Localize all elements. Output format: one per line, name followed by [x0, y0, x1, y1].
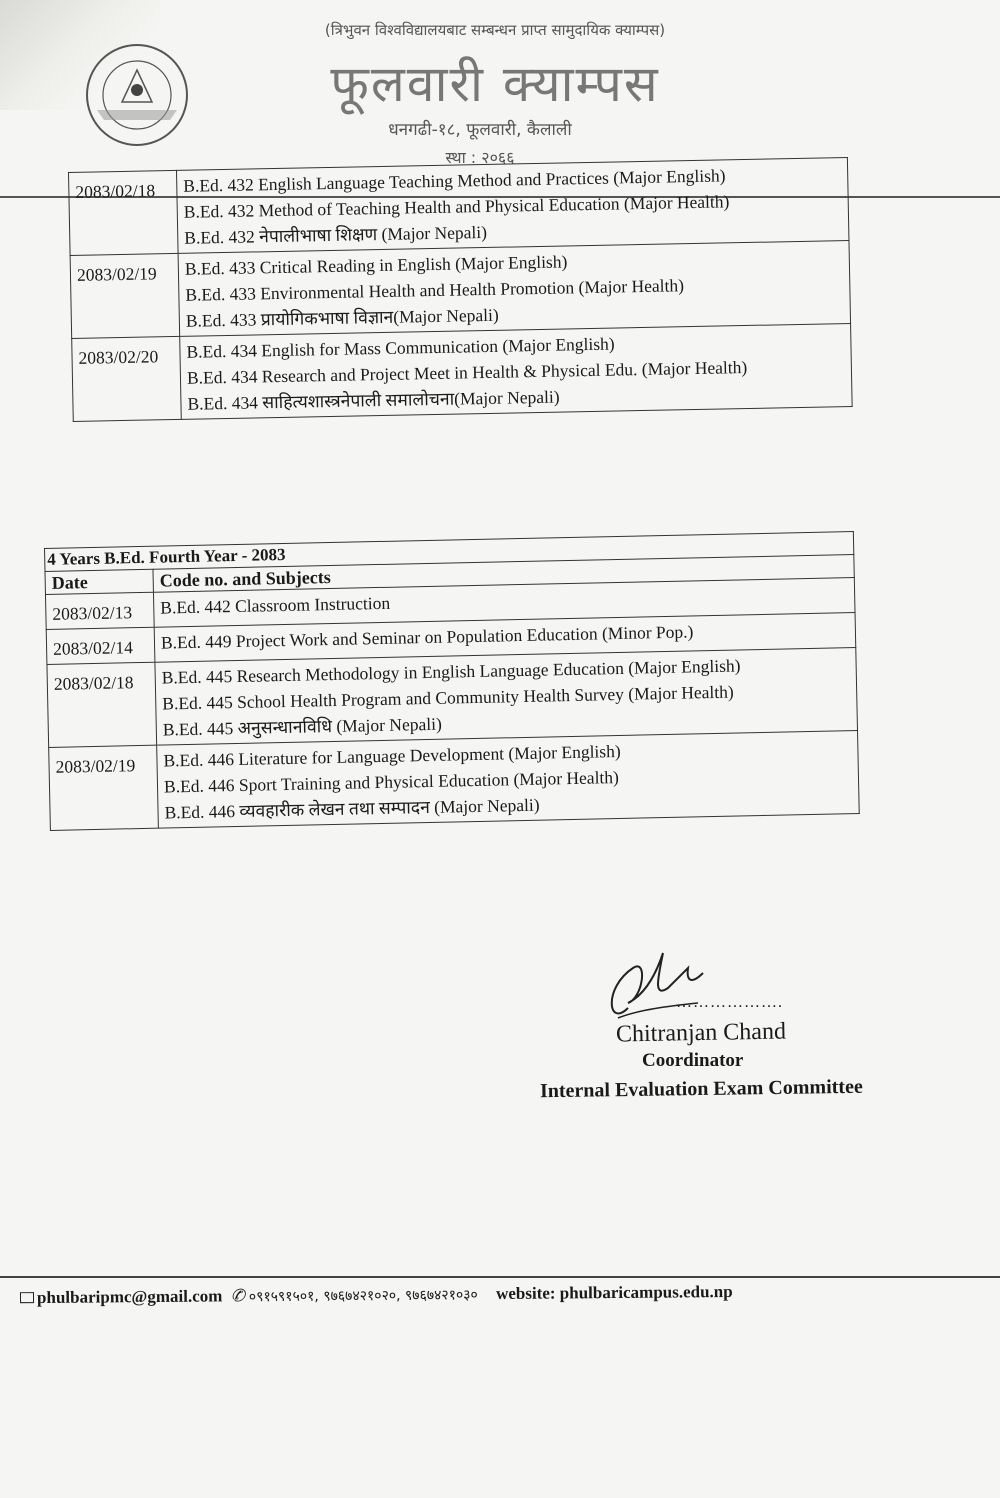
signatory-role: Coordinator: [642, 1050, 744, 1071]
subject-line: B.Ed. 442 Classroom Instruction: [160, 592, 391, 618]
website-label: website:: [495, 1283, 556, 1304]
subject-line: B.Ed. 445 Research Methodology in English Language Education (Major English): [161, 655, 741, 688]
subject-line: B.Ed. 446 Sport Training and Physical Education (Major Health): [163, 767, 620, 797]
subject-line: B.Ed. 446 Literature for Language Development (Major English): [163, 740, 621, 771]
table-row: [70, 241, 850, 339]
table-row: [49, 731, 860, 831]
subject-line: B.Ed. 446 व्यवहारीक लेखन तथा सम्पादन (Major Nepali): [164, 794, 540, 823]
signatory-committee: Internal Evaluation Exam Committee: [539, 1075, 863, 1103]
footer-website[interactable]: phulbaricampus.edu.np: [559, 1281, 733, 1303]
campus-address: धनगढी-१८, फूलवारी, कैलाली: [388, 120, 572, 140]
subject-line: B.Ed. 445 अनुसन्धानविधि (Major Nepali): [162, 713, 442, 740]
footer-divider: [0, 1276, 1000, 1278]
footer-phones: ०९१५९१५०१, ९७६७४२१०२०, ९७६७४२१०३०: [248, 1287, 478, 1306]
subject-line: B.Ed. 445 School Health Program and Community Health Survey (Major Health): [162, 681, 734, 714]
column-header-date: Date: [45, 569, 153, 594]
signatory-name: Chitranjan Chand: [615, 1018, 787, 1048]
exam-date: 2083/02/18: [47, 662, 157, 747]
subject-cell: [157, 731, 860, 829]
established-year: स्था : २०६६: [445, 148, 515, 167]
exam-date: 2083/02/14: [46, 627, 155, 664]
subject-cell: [176, 158, 848, 254]
email-icon: [20, 1292, 34, 1303]
subject-cell: [155, 648, 858, 746]
exam-date: 2083/02/19: [49, 745, 159, 830]
subject-line: B.Ed. 433 Environmental Health and Health Promotion (Major Health): [185, 275, 685, 305]
fourth-year-schedule-table: [44, 531, 860, 831]
subject-line: B.Ed. 434 साहित्यशास्त्रनेपाली समालोचना(Major Nepali): [187, 386, 560, 414]
affiliation-line: (त्रिभुवन विश्वविद्यालयबाट सम्बन्धन प्राप्त सामुदायिक क्याम्पस): [324, 21, 666, 39]
subject-line: B.Ed. 433 Critical Reading in English (Major English): [184, 251, 568, 279]
subject-cell: [178, 241, 850, 337]
table-title: 4 Years B.Ed. Fourth Year - 2083: [44, 531, 854, 571]
subject-line: B.Ed. 432 नेपालीभाषा शिक्षण (Major Nepali): [184, 221, 488, 248]
exam-date: 2083/02/13: [45, 592, 154, 629]
table-row: [72, 324, 852, 422]
footer-email[interactable]: phulbaripmc@gmail.com: [36, 1286, 223, 1308]
contact-footer: [20, 1280, 980, 1308]
exam-schedule-table-continued: [68, 157, 853, 422]
subject-line: B.Ed. 432 Method of Teaching Health and Physical Education (Major Health): [183, 191, 730, 222]
subject-line: B.Ed. 433 प्रायोगिकभाषा विज्ञान(Major Nepali): [185, 304, 499, 331]
subject-line: B.Ed. 434 English for Mass Communication (Major English): [186, 333, 615, 362]
subject-line: B.Ed. 434 Research and Project Meet in Health & Physical Edu. (Major Health): [186, 356, 748, 388]
exam-date: 2083/02/19: [70, 253, 180, 338]
table-row: [69, 158, 849, 256]
phone-icon: ✆: [230, 1286, 245, 1306]
subject-cell: [180, 324, 852, 420]
exam-date: 2083/02/18: [69, 170, 179, 255]
subject-line: B.Ed. 449 Project Work and Seminar on Population Education (Minor Pop.): [160, 621, 694, 653]
campus-logo-seal: [82, 40, 192, 150]
signature-dotted-line: ……………….: [676, 994, 783, 1011]
subject-line: B.Ed. 432 English Language Teaching Method and Practices (Major English): [183, 165, 726, 196]
campus-name: फूलवारी क्याम्पस: [330, 55, 660, 113]
column-header-subjects: Code no. and Subjects: [153, 555, 854, 593]
exam-date: 2083/02/20: [72, 336, 182, 421]
